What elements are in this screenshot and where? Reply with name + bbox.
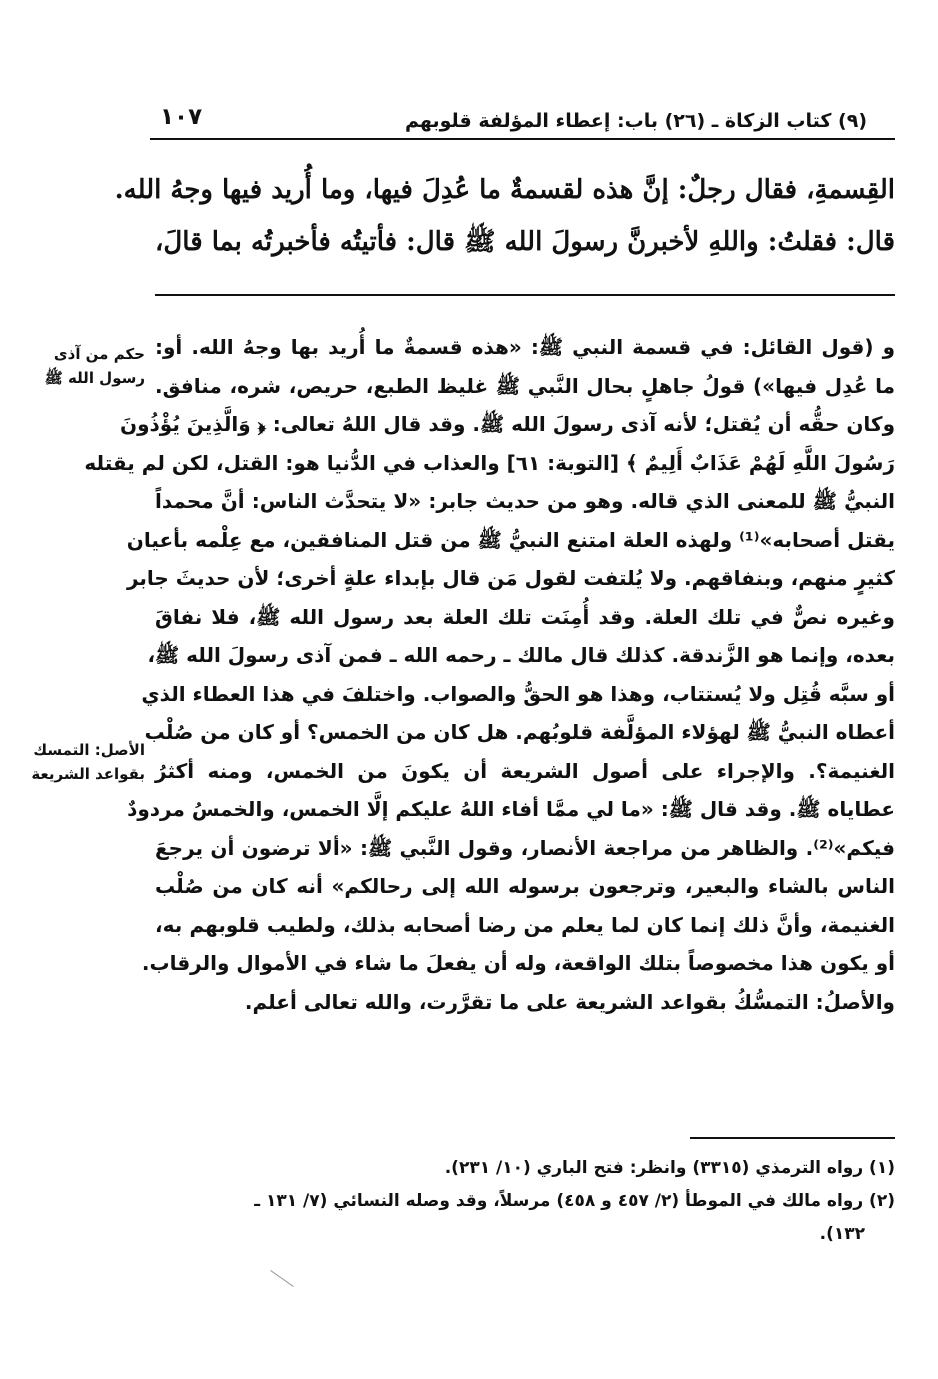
footnote-1: (١) رواه الترمذي (٣٣١٥) وانظر: فتح الباري (١٠/ ٢٣١). <box>444 1158 895 1178</box>
footnote-2-continuation: ١٣٢). <box>819 1224 865 1244</box>
hadith-line: قال: فقلتُ: واللهِ لأخبرنَّ رسولَ الله ﷺ قال: فأتيتُه فأخبرتُه بما قالَ، <box>155 227 895 257</box>
margin-note-line: الأصل: التمسك <box>33 741 145 759</box>
section-divider <box>155 294 895 296</box>
header-rule <box>150 138 895 140</box>
commentary-line: كثيرٍ منهم، وبنفاقهم. ولا يُلتفت لقول مَن قال بإبداء علةٍ أخرى؛ لأن حديثَ جابر <box>126 566 895 590</box>
footnote-2: (٢) رواه مالك في الموطأ (٢/ ٤٥٧ و ٤٥٨) مرسلاً، وقد وصله النسائي (٧/ ١٣١ ـ <box>254 1191 895 1211</box>
commentary-line: الناس بالشاء والبعير، وترجعون برسوله الله إلى رحالكم» أنه كان من صُلْب <box>155 874 895 898</box>
hadith-text <box>114 164 895 268</box>
commentary-line: يقتل أصحابه»⁽¹⁾ ولهذه العلة امتنع النبيُّ ﷺ من قتل المنافقين، مع عِلْمه بأعيان <box>126 527 895 552</box>
commentary-line: والأصلُ: التمسُّكُ بقواعد الشريعة على ما تقرَّرت، والله تعالى أعلم. <box>244 989 895 1014</box>
hadith-line: القِسمةِ، فقال رجلٌ: إنَّ هذه لقسمةٌ ما عُدِلَ فيها، وما أُريد فيها وجهُ الله. <box>114 175 895 205</box>
commentary-line: النبيُّ ﷺ للمعنى الذي قاله. وهو من حديث جابر: «لا يتحدَّث الناس: أنَّ محمداً <box>155 489 895 513</box>
commentary-line: فيكم»⁽²⁾. والظاهر من مراجعة الأنصار، وقول النَّبي ﷺ: «ألا ترضون أن يرجعَ <box>155 835 895 860</box>
commentary-line: أو سبَّه قُتِل ولا يُستتاب، وهذا هو الحقُّ والصواب. واختلفَ في هذا العطاء الذي <box>141 681 895 706</box>
commentary-line: الغنيمة؟. والإجراء على أصول الشريعة أن يكونَ من الخمس، ومنه أكثرُ <box>155 758 895 783</box>
margin-note-line: بقواعد الشريعة <box>31 765 145 783</box>
page-number: ١٠٧ <box>160 104 203 130</box>
commentary-line: أو يكون هذا مخصوصاً بتلك الواقعة، وله أن يفعلَ ما شاء في الأموال والرقاب. <box>141 951 895 975</box>
commentary-line: الغنيمة، وأنَّ ذلك إنما كان لما يعلم من رضا أصحابه بذلك، ولطيب قلوبهم به، <box>155 912 895 937</box>
commentary-line: أعطاه النبيُّ ﷺ لهؤلاء المؤلَّفة قلوبُهم. هل كان من الخمس؟ أو كان من صُلْب <box>144 720 895 744</box>
commentary-line: بعده، وإنما هو الزَّندقة. كذلك قال مالك ـ رحمه الله ـ فمن آذى رسولَ الله ﷺ، <box>147 643 895 667</box>
margin-note-ruling <box>45 342 145 390</box>
commentary-line: عطاياه ﷺ. وقد قال ﷺ: «ما لي ممَّا أفاء اللهُ عليكم إلَّا الخمس، والخمسُ مردودٌ <box>127 797 895 821</box>
header-title: (٩) كتاب الزكاة ـ (٢٦) باب: إعطاء المؤلفة قلوبهم <box>405 110 867 132</box>
scan-mark <box>270 1270 294 1287</box>
commentary-line: وغيره نصٌّ في تلك العلة. وقد أُمِنَت تلك العلة بعد رسول الله ﷺ، فلا نفاقَ <box>155 604 895 629</box>
commentary-line: رَسُولَ اللَّهِ لَهُمْ عَذَابٌ أَلِيمٌ ﴾ [التوبة: ٦١] والعذاب في الدُّنيا هو: القتل، لكن لم يقتله <box>84 450 895 475</box>
footnotes <box>155 1152 895 1251</box>
commentary-line: و (قول القائل: في قسمة النبي ﷺ: «هذه قسمةٌ ما أُريد بها وجهُ الله. أو: <box>155 335 895 359</box>
margin-note-line: رسول الله ﷺ <box>44 369 145 387</box>
margin-note-line: حكم من آذى <box>53 345 145 363</box>
commentary-line: ما عُدِل فيها») قولُ جاهلٍ بحال النَّبي ﷺ غليظ الطبع، حريص، شره، منافق. <box>155 373 895 398</box>
footnote-rule <box>690 1137 895 1139</box>
commentary-line: وكان حقُّه أن يُقتل؛ لأنه آذى رسولَ الله ﷺ. وقد قال اللهُ تعالى: ﴿ وَالَّذِينَ يُؤْذُونَ <box>120 412 895 436</box>
margin-note-principle <box>31 738 145 786</box>
running-header <box>150 104 895 138</box>
